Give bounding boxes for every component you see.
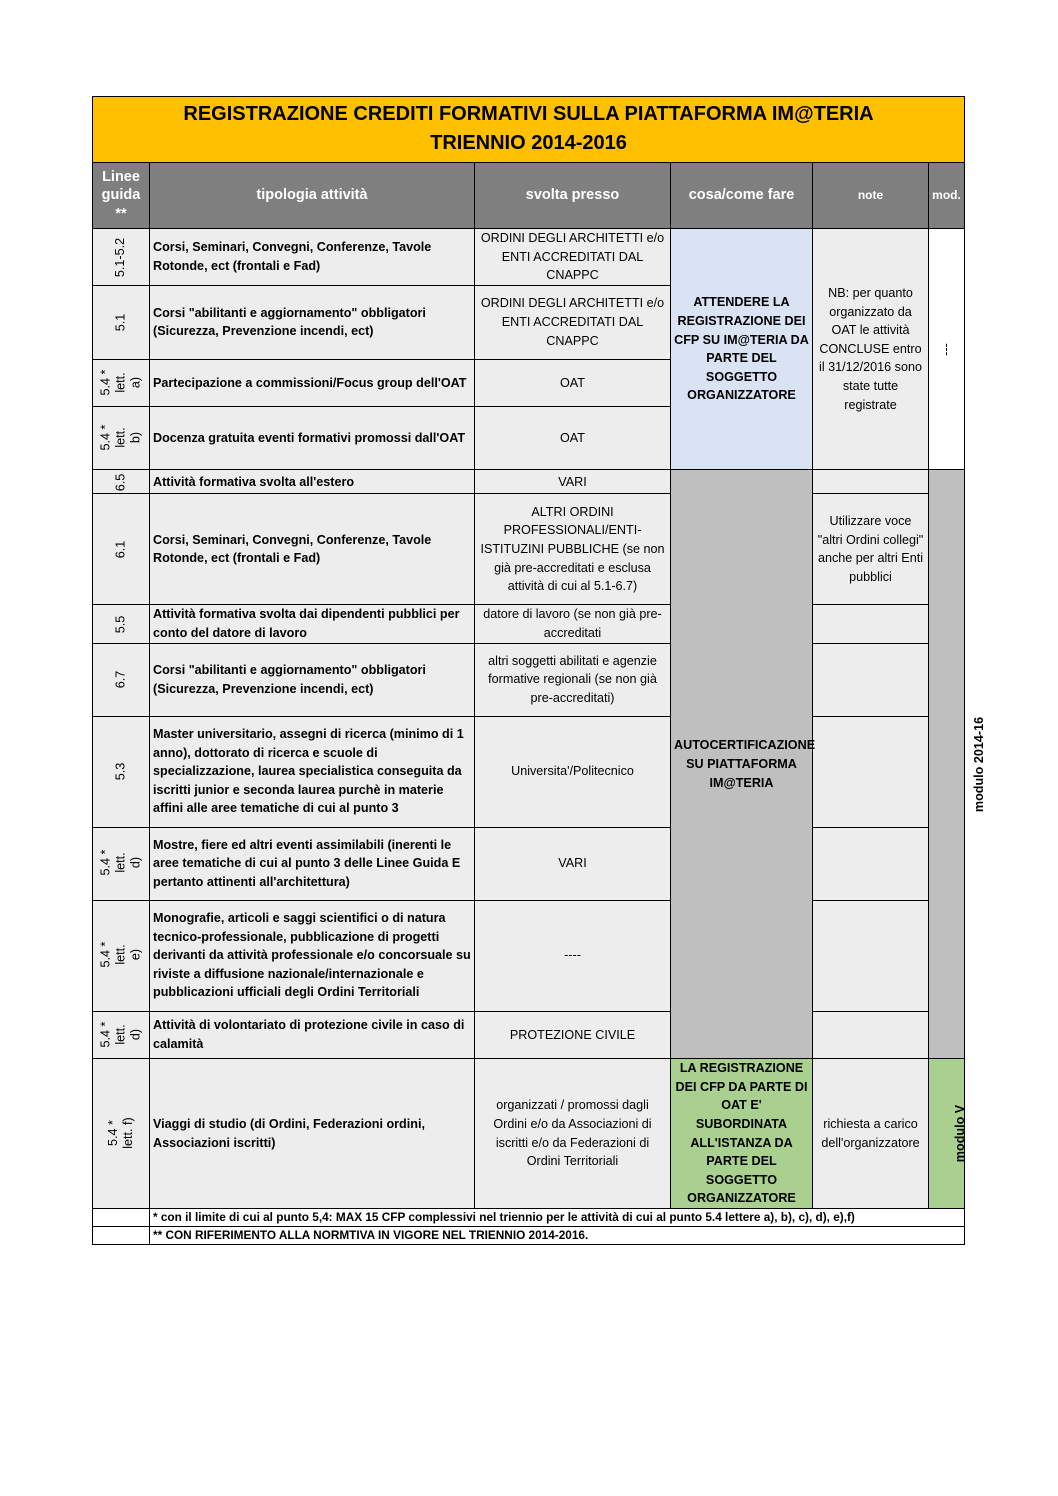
row-linee-guida: 5.4 * lett. f) xyxy=(93,1059,150,1209)
row-svolta: altri soggetti abilitati e agenzie formative regionali (se non già pre-accreditati) xyxy=(475,643,671,716)
row-linee-guida: 5.1-5.2 xyxy=(93,229,150,286)
title-line-2: TRIENNIO 2014-2016 xyxy=(430,131,627,154)
footnote-two: ** CON RIFERIMENTO ALLA NORMTIVA IN VIGORE NEL TRIENNIO 2014-2016. xyxy=(150,1226,965,1244)
header-svolta-presso: svolta presso xyxy=(475,163,671,229)
row-tipologia: Corsi "abilitanti e aggiornamento" obbligatori (Sicurezza, Prevenzione incendi, ect) xyxy=(150,285,475,359)
table-row xyxy=(93,1011,965,1059)
row-svolta: Universita'/Politecnico xyxy=(475,716,671,827)
mod-first: --- xyxy=(929,229,965,470)
row-tipologia: Viaggi di studio (di Ordini, Federazioni ordini, Associazioni iscritti) xyxy=(150,1059,475,1209)
note-richiesta: richiesta a carico dell'organizzatore xyxy=(813,1059,929,1209)
row-tipologia: Corsi, Seminari, Convegni, Conferenze, Tavole Rotonde, ect (frontali e Fad) xyxy=(150,229,475,286)
row-linee-guida: 5.3 xyxy=(93,716,150,827)
mod-modulo-v: modulo V xyxy=(929,1059,965,1209)
table-row xyxy=(93,470,965,494)
row-linee-guida: 5.5 xyxy=(93,605,150,643)
note-empty xyxy=(813,716,929,827)
row-svolta: datore di lavoro (se non già pre-accreditati xyxy=(475,605,671,643)
row-tipologia: Master universitario, assegni di ricerca (minimo di 1 anno), dottorato di ricerca e scuole di specializzazione, laurea specialistica conseguita da iscritti junior e seconda laurea purchè in materie affini alle aree tematiche di cui al punto 3 xyxy=(150,716,475,827)
table-row xyxy=(93,716,965,827)
cosa-autocertificazione: AUTOCERTIFICAZIONE SU PIATTAFORMA IM@TERIA xyxy=(671,470,813,1059)
header-tipologia: tipologia attività xyxy=(150,163,475,229)
row-linee-guida: 6.7 xyxy=(93,643,150,716)
mod-modulo-2014: modulo 2014-16 xyxy=(929,470,965,1059)
row-svolta: PROTEZIONE CIVILE xyxy=(475,1011,671,1059)
note-empty xyxy=(813,827,929,900)
row-svolta: VARI xyxy=(475,827,671,900)
table-row xyxy=(93,900,965,1011)
row-svolta: VARI xyxy=(475,470,671,494)
table-row xyxy=(93,229,965,286)
row-tipologia: Corsi, Seminari, Convegni, Conferenze, Tavole Rotonde, ect (frontali e Fad) xyxy=(150,494,475,605)
page-title xyxy=(93,97,965,163)
table-row xyxy=(93,494,965,605)
title-line-1: REGISTRAZIONE CREDITI FORMATIVI SULLA PIATTAFORMA IM@TERIA xyxy=(183,102,874,125)
row-tipologia: Mostre, fiere ed altri eventi assimilabili (inerenti le aree tematiche di cui al punto 3 delle Linee Guida E pertanto attinenti all'architettura) xyxy=(150,827,475,900)
row-linee-guida: 5.1 xyxy=(93,285,150,359)
row-linee-guida: 6.5 xyxy=(93,470,150,494)
note-empty xyxy=(813,643,929,716)
note-empty xyxy=(813,470,929,494)
header-cosa-come-fare: cosa/come fare xyxy=(671,163,813,229)
credits-table xyxy=(92,96,987,1245)
note-nb: NB: per quanto organizzato da OAT le attività CONCLUSE entro il 31/12/2016 sono state tutte registrate xyxy=(813,229,929,470)
row-linee-guida: 5.4 * lett. b) xyxy=(93,407,150,470)
row-linee-guida: 5.4 * lett. e) xyxy=(93,900,150,1011)
header-note: note xyxy=(813,163,929,229)
footnote-spacer xyxy=(93,1226,150,1244)
row-svolta: OAT xyxy=(475,359,671,407)
row-svolta: ---- xyxy=(475,900,671,1011)
row-tipologia: Attività formativa svolta all'estero xyxy=(150,470,475,494)
footnote-spacer xyxy=(93,1208,150,1226)
note-empty xyxy=(813,1011,929,1059)
row-linee-guida: 5.4 * lett. d) xyxy=(93,1011,150,1059)
note-empty xyxy=(813,605,929,643)
row-svolta: OAT xyxy=(475,407,671,470)
row-tipologia: Attività formativa svolta dai dipendenti pubblici per conto del datore di lavoro xyxy=(150,605,475,643)
row-tipologia: Attività di volontariato di protezione civile in caso di calamità xyxy=(150,1011,475,1059)
row-svolta: organizzati / promossi dagli Ordini e/o da Associazioni di iscritti e/o da Federazioni di Ordini Territoriali xyxy=(475,1059,671,1209)
note-empty xyxy=(813,900,929,1011)
table-row xyxy=(93,605,965,643)
footnote-one: * con il limite di cui al punto 5,4: MAX 15 CFP complessivi nel triennio per le attività di cui al punto 5.4 lettere a), b), c), d), e),f) xyxy=(150,1208,965,1226)
cosa-subordinata: LA REGISTRAZIONE DEI CFP DA PARTE DI OAT E' SUBORDINATA ALL'ISTANZA DA PARTE DEL SOGGETTO ORGANIZZATORE xyxy=(671,1059,813,1209)
cosa-attendere: ATTENDERE LA REGISTRAZIONE DEI CFP SU IM@TERIA DA PARTE DEL SOGGETTO ORGANIZZATORE xyxy=(671,229,813,470)
row-svolta: ORDINI DEGLI ARCHITETTI e/o ENTI ACCREDITATI DAL CNAPPC xyxy=(475,229,671,286)
header-linee-guida: Linee guida ** xyxy=(93,163,150,229)
row-linee-guida: 5.4 * lett. d) xyxy=(93,827,150,900)
row-tipologia: Monografie, articoli e saggi scientifici o di natura tecnico-professionale, pubblicazione di progetti derivanti da attività professionale e/o concorsuale su riviste a diffusione nazionale/internazionale e pubblicazioni ufficiali degli Ordini Territoriali xyxy=(150,900,475,1011)
row-tipologia: Corsi "abilitanti e aggiornamento" obbligatori (Sicurezza, Prevenzione incendi, ect) xyxy=(150,643,475,716)
header-mod: mod. xyxy=(929,163,965,229)
row-tipologia: Partecipazione a commissioni/Focus group dell'OAT xyxy=(150,359,475,407)
row-tipologia: Docenza gratuita eventi formativi promossi dall'OAT xyxy=(150,407,475,470)
table-row xyxy=(93,1059,965,1209)
table-row xyxy=(93,827,965,900)
row-svolta: ORDINI DEGLI ARCHITETTI e/o ENTI ACCREDITATI DAL CNAPPC xyxy=(475,285,671,359)
row-linee-guida: 5.4 * lett. a) xyxy=(93,359,150,407)
note-utilizzare: Utilizzare voce "altri Ordini collegi" anche per altri Enti pubblici xyxy=(813,494,929,605)
table-row xyxy=(93,643,965,716)
row-svolta: ALTRI ORDINI PROFESSIONALI/ENTI-ISTITUZINI PUBBLICHE (se non già pre-accreditati e esclusa attività di cui al 5.1-6.7) xyxy=(475,494,671,605)
row-linee-guida: 6.1 xyxy=(93,494,150,605)
